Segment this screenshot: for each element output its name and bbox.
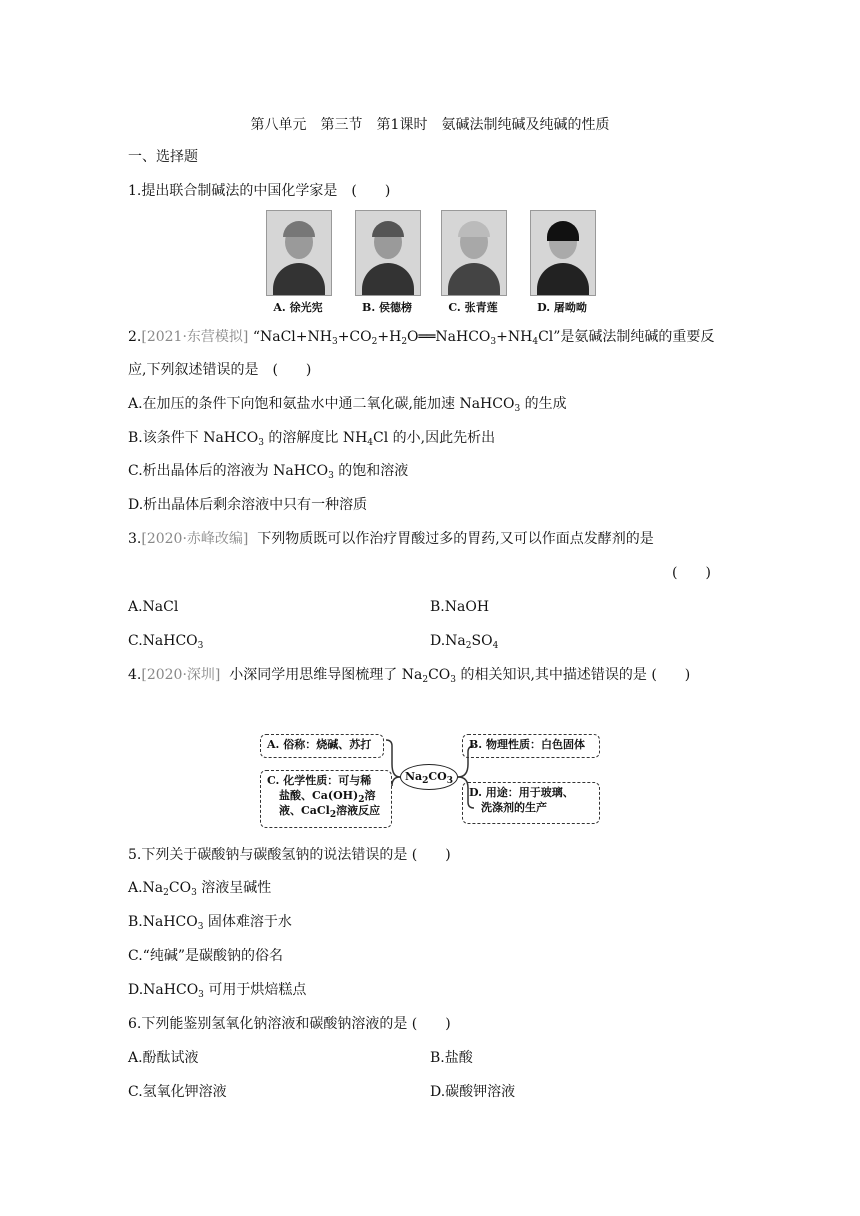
- question-2-option-c: C.析出晶体后的溶液为 NaHCO$_3$ 的饱和溶液: [128, 463, 409, 481]
- question-6-option-c: C.氢氧化钾溶液: [128, 1084, 227, 1100]
- question-2-option-a: A.在加压的条件下向饱和氨盐水中通二氧化碳,能加速 NaHCO$_3$ 的生成: [128, 396, 567, 414]
- map-box-d: D. 用途：用于玻璃、 洗涤剂的生产: [462, 782, 600, 824]
- question-2-option-b: B.该条件下 NaHCO$_3$ 的溶解度比 $NH_4Cl$ 的小,因此先析出: [128, 430, 496, 448]
- question-2-stem: 2.[2021·东营模拟] “$NaCl+NH_3+CO_2+H_2O══NaHCO_3+NH_4Cl$”是氨碱法制纯碱的重要反: [128, 329, 715, 347]
- question-5-option-c: C.“纯碱”是碳酸钠的俗名: [128, 948, 283, 964]
- section-heading: 一、选择题: [128, 149, 198, 165]
- question-2-stem-cont: 应,下列叙述错误的是 ( ): [128, 362, 312, 378]
- caption-b: B. 侯德榜: [362, 301, 412, 314]
- map-box-a: A. 俗称：烧碱、苏打: [260, 734, 384, 758]
- map-box-b: B. 物理性质：白色固体: [462, 734, 600, 758]
- question-6-option-a: A.酚酞试液: [128, 1050, 199, 1066]
- page-title: 第八单元 第三节 第1课时 氨碱法制纯碱及纯碱的性质: [250, 117, 610, 133]
- question-5-stem: 5.下列关于碳酸钠与碳酸氢钠的说法错误的是 ( ): [128, 847, 451, 863]
- question-3-stem: 3.[2020·赤峰改编] 下列物质既可以作治疗胃酸过多的胃药,又可以作面点发酵剂的是: [128, 531, 654, 547]
- question-6-stem: 6.下列能鉴别氢氧化钠溶液和碳酸钠溶液的是 ( ): [128, 1016, 451, 1032]
- caption-c: C. 张青莲: [448, 301, 498, 314]
- question-5-option-b: B.NaHCO$_3$ 固体难溶于水: [128, 914, 292, 932]
- question-3-option-b: B.NaOH: [430, 599, 490, 615]
- map-box-c: C. 化学性质：可与稀 盐酸、$Ca(OH)_2$溶 液、CaCl$_2$溶液反应: [260, 770, 392, 828]
- map-center-node: $Na_2CO_3$: [400, 764, 458, 790]
- mind-map: [258, 726, 602, 830]
- question-6-option-d: D.碳酸钾溶液: [430, 1084, 516, 1100]
- portrait-c-image: [441, 210, 507, 296]
- question-4-stem: 4.[2020·深圳] 小深同学用思维导图梳理了 $Na_2CO_3$ 的相关知识,其中描述错误的是 ( ): [128, 667, 691, 685]
- source-tag: [2020·赤峰改编]: [141, 531, 249, 547]
- portrait-panel: [266, 210, 596, 315]
- question-1-stem: 1.提出联合制碱法的中国化学家是 ( ): [128, 183, 391, 199]
- question-2-option-d: D.析出晶体后剩余溶液中只有一种溶质: [128, 497, 368, 513]
- question-6-option-b: B.盐酸: [430, 1050, 473, 1066]
- question-5-option-d: D.NaHCO$_3$ 可用于烘焙糕点: [128, 982, 307, 1000]
- source-tag: [2021·东营模拟]: [141, 329, 249, 345]
- portrait-d-image: [530, 210, 596, 296]
- question-3-option-c: C.NaHCO$_3$: [128, 633, 204, 651]
- portrait-a-image: [266, 210, 332, 296]
- question-5-option-a: $A.Na_2CO_3$ 溶液呈碱性: [128, 880, 272, 898]
- caption-d: D. 屠呦呦: [537, 301, 587, 314]
- portrait-b-image: [355, 210, 421, 296]
- question-3-option-a: A.NaCl: [128, 599, 179, 615]
- source-tag: [2020·深圳]: [141, 667, 221, 683]
- question-3-option-d: $D.Na_2SO_4$: [430, 633, 499, 651]
- question-3-paren: ( ): [672, 565, 711, 581]
- caption-a: A. 徐光宪: [273, 301, 323, 314]
